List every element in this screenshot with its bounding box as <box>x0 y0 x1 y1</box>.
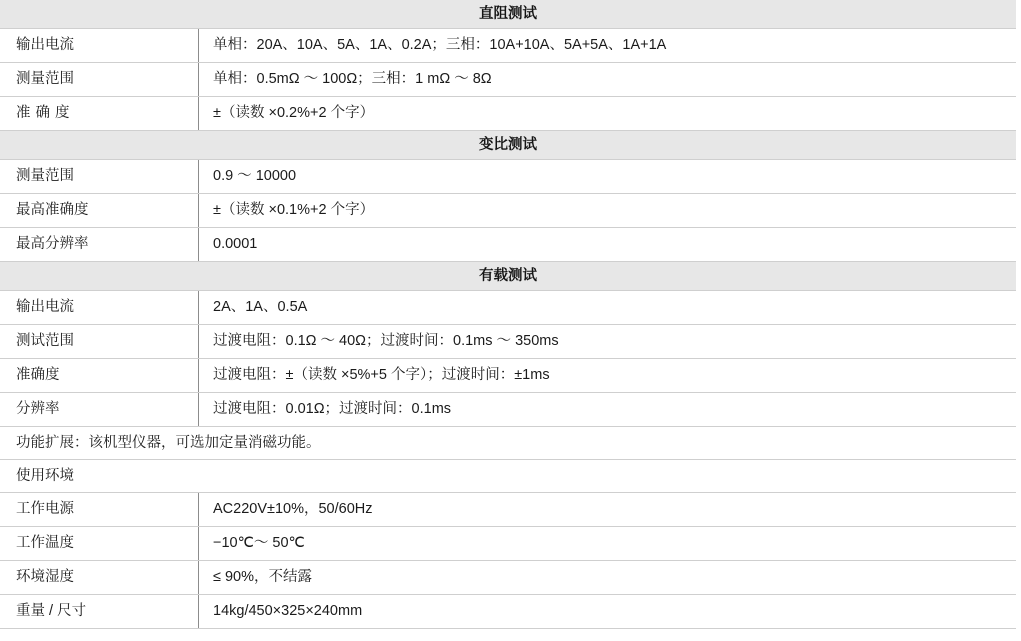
table-row <box>0 228 1016 262</box>
row-label: 最高准确度 <box>0 194 199 227</box>
table-row <box>0 97 1016 131</box>
row-label: 准 确 度 <box>0 97 199 130</box>
row-label: 环境湿度 <box>0 561 199 594</box>
row-value: −10℃～ 50℃ <box>213 535 305 551</box>
row-label: 输出电流 <box>0 291 199 324</box>
section-header-ratio-test: 变比测试 <box>0 131 1016 160</box>
row-label: 重量 / 尺寸 <box>0 595 199 628</box>
row-value: 过渡电阻：0.1Ω ～ 40Ω；过渡时间：0.1ms ～ 350ms <box>213 333 559 349</box>
row-value: ±（读数 ×0.1%+2 个字） <box>213 202 375 218</box>
table-row <box>0 194 1016 228</box>
row-label: 测量范围 <box>0 63 199 96</box>
table-row <box>0 493 1016 527</box>
row-value: 0.0001 <box>213 236 258 252</box>
table-row <box>0 325 1016 359</box>
row-value: ≤ 90%，不结露 <box>213 569 313 585</box>
table-row <box>0 359 1016 393</box>
row-label: 最高分辨率 <box>0 228 199 261</box>
row-value: 过渡电阻：0.01Ω；过渡时间：0.1ms <box>213 401 452 417</box>
table-row <box>0 160 1016 194</box>
row-label: 测量范围 <box>0 160 199 193</box>
row-value: AC220V±10%，50/60Hz <box>213 501 373 517</box>
row-value: 2A、1A、0.5A <box>213 299 308 315</box>
row-value: 14kg/450×325×240mm <box>213 603 363 619</box>
row-value: ±（读数 ×0.2%+2 个字） <box>213 105 375 121</box>
table-row <box>0 291 1016 325</box>
section-header-on-load-test: 有载测试 <box>0 262 1016 291</box>
table-row <box>0 561 1016 595</box>
table-row <box>0 29 1016 63</box>
table-row <box>0 595 1016 629</box>
row-label: 工作温度 <box>0 527 199 560</box>
note-row-function-extension: 功能扩展：该机型仪器，可选加定量消磁功能。 <box>0 427 1016 460</box>
table-row <box>0 527 1016 561</box>
row-value: 过渡电阻：±（读数 ×5%+5 个字）；过渡时间：±1ms <box>213 367 550 383</box>
row-value: 0.9 ～ 10000 <box>213 168 297 184</box>
row-value: 单相：20A、10A、5A、1A、0.2A；三相：10A+10A、5A+5A、1A+1A <box>213 37 667 53</box>
section-header-environment: 使用环境 <box>0 460 1016 493</box>
row-label: 准确度 <box>0 359 199 392</box>
section-header-dc-resistance: 直阻测试 <box>0 0 1016 29</box>
row-label: 测试范围 <box>0 325 199 358</box>
row-label: 输出电流 <box>0 29 199 62</box>
row-value: 单相：0.5mΩ ～ 100Ω；三相：1 mΩ ～ 8Ω <box>213 71 492 87</box>
row-label: 分辨率 <box>0 393 199 426</box>
table-row <box>0 63 1016 97</box>
row-label: 工作电源 <box>0 493 199 526</box>
table-row <box>0 393 1016 427</box>
